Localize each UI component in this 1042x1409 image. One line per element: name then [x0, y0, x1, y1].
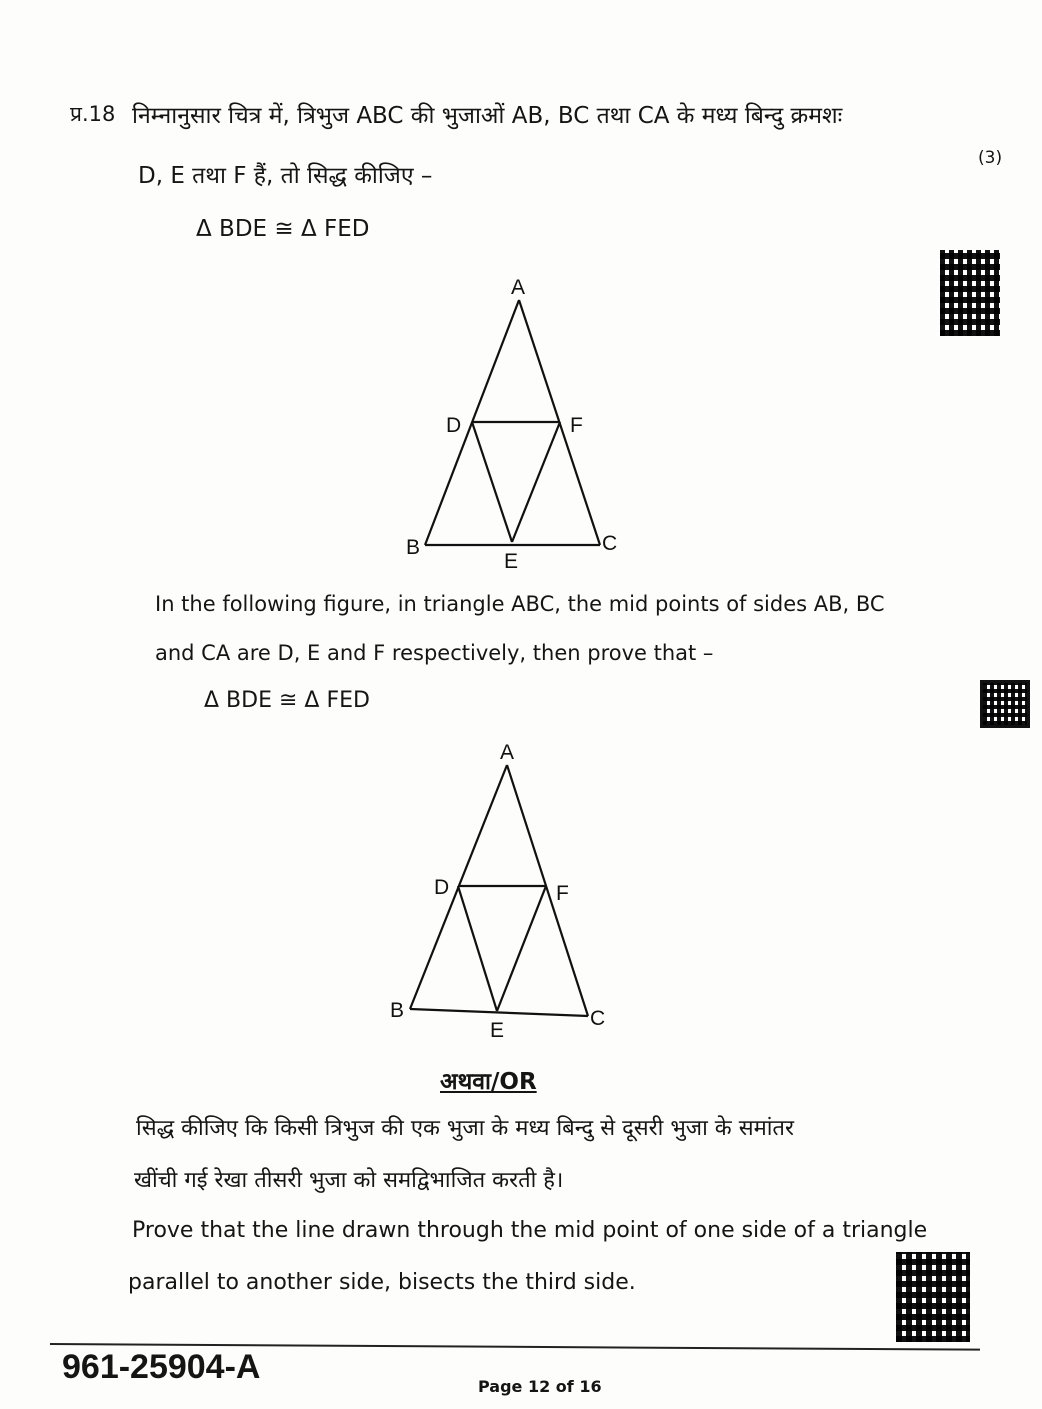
alternative-hindi-line-1: सिद्ध कीजिए कि किसी त्रिभुज की एक भुजा के मध्य बिन्दु से दूसरी भुजा के समांतर — [136, 1116, 794, 1141]
triangle-figure-1 — [390, 270, 640, 580]
question-hindi-line-2: D, E तथा F हैं, तो सिद्ध कीजिए – — [138, 163, 433, 189]
alternative-english-line-1: Prove that the line drawn through the mid point of one side of a triangle — [132, 1218, 928, 1243]
qr-code-top — [940, 250, 1000, 336]
question-english-line-1: In the following figure, in triangle ABC, the mid points of sides AB, BC — [155, 592, 885, 616]
fig2-label-e: E — [490, 1019, 505, 1042]
congruence-statement-hindi: Δ BDE ≅ Δ FED — [196, 216, 370, 242]
fig1-label-f: F — [570, 414, 583, 437]
fig1-label-c: C — [602, 532, 618, 555]
triangle-figure-2 — [380, 735, 630, 1045]
question-hindi-line-1: निम्नानुसार चित्र में, त्रिभुज ABC की भुजाओं AB, BC तथा CA के मध्य बिन्दु क्रमशः — [132, 103, 843, 129]
paper-code: 961-25904-A — [62, 1348, 261, 1386]
congruence-statement-english: Δ BDE ≅ Δ FED — [204, 688, 370, 713]
fig2-label-f: F — [556, 882, 569, 905]
question-marks: (3) — [978, 148, 1003, 168]
alternative-hindi-line-2: खींची गई रेखा तीसरी भुजा को समद्विभाजित करती है। — [134, 1168, 564, 1193]
fig1-label-b: B — [406, 536, 421, 559]
qr-code-bottom — [896, 1252, 970, 1342]
question-english-line-2: and CA are D, E and F respectively, then prove that – — [155, 641, 714, 665]
qr-code-middle — [980, 680, 1030, 728]
fig2-label-a: A — [500, 741, 515, 764]
fig1-label-e: E — [504, 550, 519, 573]
fig1-label-d: D — [446, 414, 462, 437]
fig2-label-b: B — [390, 999, 405, 1022]
or-divider: अथवा/OR — [440, 1069, 537, 1095]
page-number: Page 12 of 16 — [478, 1377, 602, 1396]
fig1-label-a: A — [511, 276, 526, 299]
alternative-english-line-2: parallel to another side, bisects the third side. — [128, 1270, 636, 1295]
question-number: प्र.18 — [70, 102, 116, 126]
fig2-label-d: D — [434, 876, 450, 899]
fig2-label-c: C — [590, 1007, 606, 1030]
